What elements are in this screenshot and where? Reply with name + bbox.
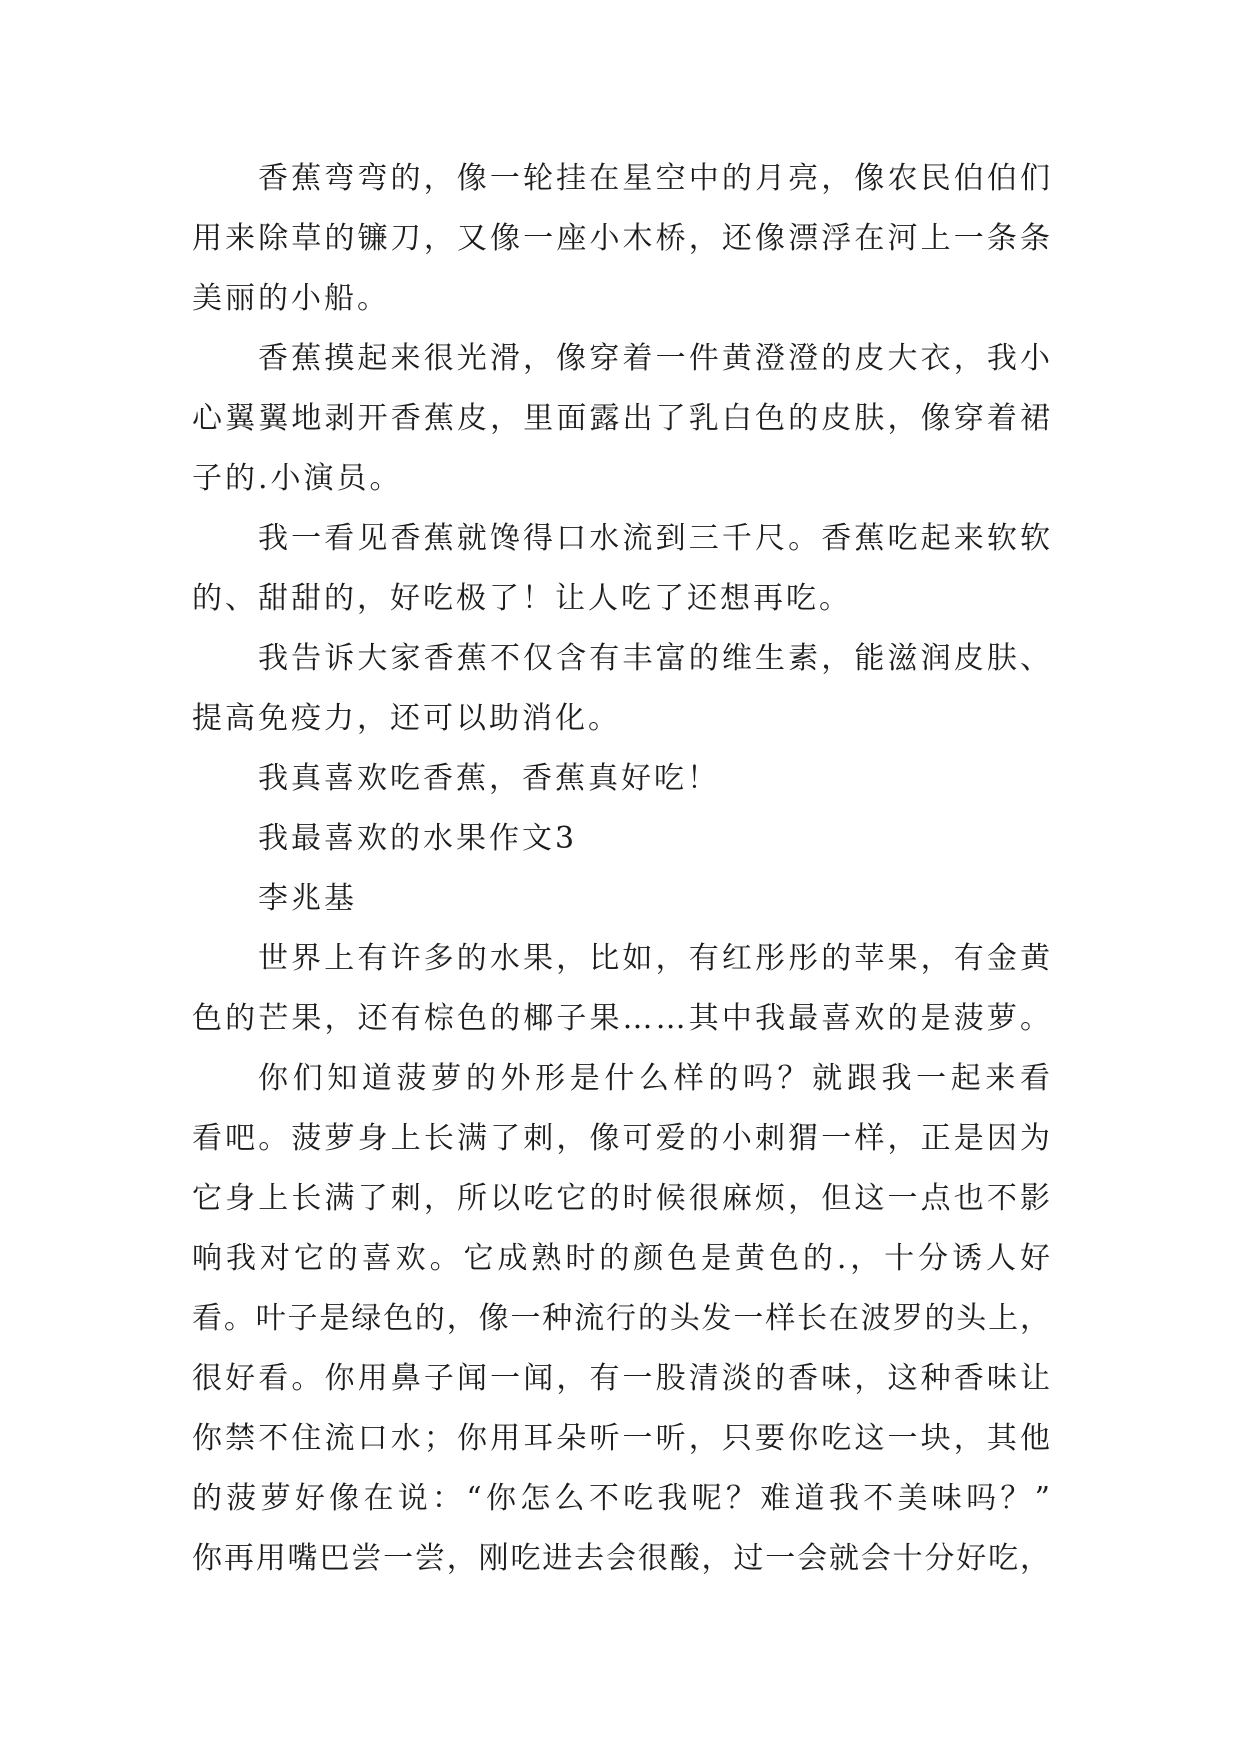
paragraph-line: 响我对它的喜欢。它成熟时的颜色是黄色的.，十分诱人好 bbox=[192, 1241, 1054, 1276]
paragraph-line: 很好看。你用鼻子闻一闻，有一股清淡的香味，这种香味让 bbox=[192, 1361, 1054, 1396]
paragraph-line: 你们知道菠萝的外形是什么样的吗？就跟我一起来看 bbox=[258, 1061, 1055, 1096]
paragraph bbox=[192, 929, 1054, 1049]
paragraph bbox=[192, 749, 1050, 809]
paragraph-line: 香蕉摸起来很光滑，像穿着一件黄澄澄的皮大衣，我小 bbox=[258, 341, 1054, 376]
paragraph bbox=[192, 329, 1054, 509]
paragraph bbox=[192, 1049, 1055, 1589]
paragraph bbox=[192, 509, 1054, 629]
paragraph-line: 子的.小演员。 bbox=[192, 461, 403, 496]
essay-title bbox=[192, 809, 1050, 869]
paragraph bbox=[192, 149, 1054, 329]
essay-title-line: 我最喜欢的水果作文3 bbox=[258, 821, 578, 856]
paragraph-line: 的菠萝好像在说：“你怎么不吃我呢？难道我不美味吗？” bbox=[192, 1481, 1055, 1516]
author-name-line: 李兆基 bbox=[258, 881, 357, 916]
paragraph-line: 我告诉大家香蕉不仅含有丰富的维生素，能滋润皮肤、 bbox=[258, 641, 1054, 676]
paragraph-line: 香蕉弯弯的，像一轮挂在星空中的月亮，像农民伯伯们 bbox=[258, 161, 1054, 196]
text-body bbox=[192, 149, 1055, 1589]
paragraph-line: 心翼翼地剥开香蕉皮，里面露出了乳白色的皮肤，像穿着裙 bbox=[192, 401, 1054, 436]
paragraph-line: 美丽的小船。 bbox=[192, 281, 390, 316]
paragraph-line: 你再用嘴巴尝一尝，刚吃进去会很酸，过一会就会十分好吃， bbox=[192, 1541, 1052, 1576]
author-name bbox=[192, 869, 1050, 929]
paragraph-line: 的、甜甜的，好吃极了！让人吃了还想再吃。 bbox=[192, 581, 852, 616]
paragraph-line: 用来除草的镰刀，又像一座小木桥，还像漂浮在河上一条条 bbox=[192, 221, 1054, 256]
paragraph-line: 我一看见香蕉就馋得口水流到三千尺。香蕉吃起来软软 bbox=[258, 521, 1054, 556]
paragraph-line: 我真喜欢吃香蕉，香蕉真好吃！ bbox=[258, 761, 720, 796]
paragraph-line: 看吧。菠萝身上长满了刺，像可爱的小刺猬一样，正是因为 bbox=[192, 1121, 1054, 1156]
paragraph-line: 它身上长满了刺，所以吃它的时候很麻烦，但这一点也不影 bbox=[192, 1181, 1054, 1216]
paragraph-line: 世界上有许多的水果，比如，有红彤彤的苹果，有金黄 bbox=[258, 941, 1054, 976]
paragraph-line: 你禁不住流口水；你用耳朵听一听，只要你吃这一块，其他 bbox=[192, 1421, 1054, 1456]
paragraph-line: 提高免疫力，还可以助消化。 bbox=[192, 701, 621, 736]
paragraph-line: 看。叶子是绿色的，像一种流行的头发一样长在波罗的头上， bbox=[192, 1301, 1052, 1336]
paragraph-line: 色的芒果，还有棕色的椰子果……其中我最喜欢的是菠萝。 bbox=[192, 1001, 1054, 1036]
paragraph bbox=[192, 629, 1054, 749]
